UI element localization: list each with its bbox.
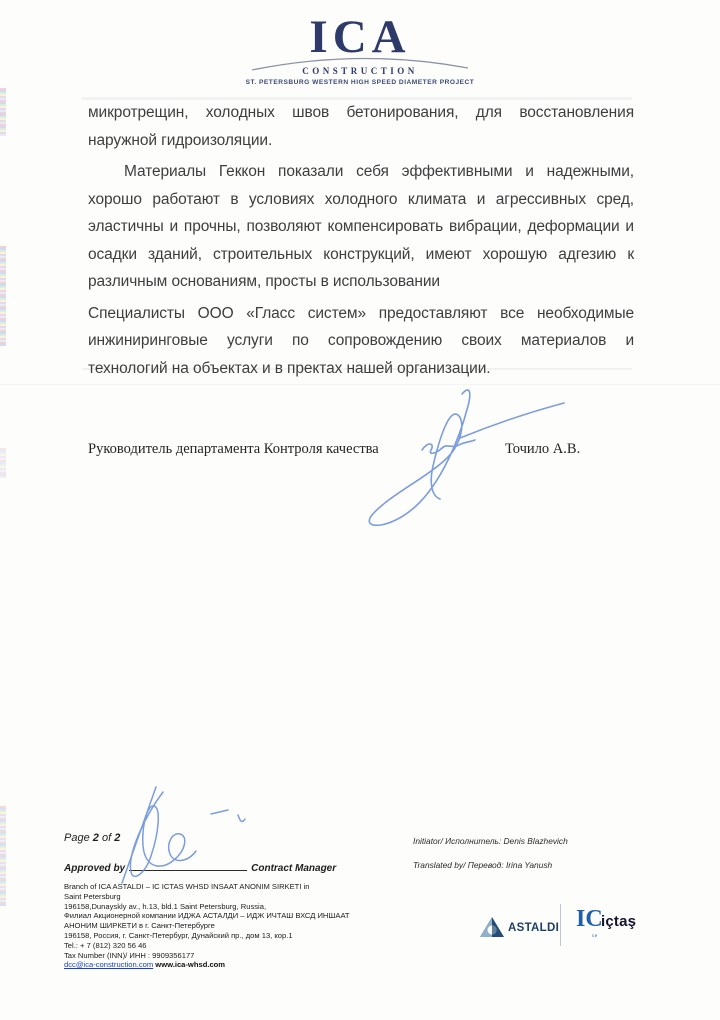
signatory-name: Точило А.В. <box>505 441 581 457</box>
scan-noise-strip <box>0 448 6 478</box>
page-total: 2 <box>114 832 121 844</box>
body-line: Материалы Геккон показали себя эффективными и надежными, <box>124 163 634 180</box>
scan-noise-strip <box>0 88 6 136</box>
translator-line: Translated by/ Перевод: Irina Yanush <box>413 860 553 870</box>
body-line: осадки зданий, строительных конструкций, имеют хорошую адгезию к <box>88 245 634 263</box>
body-line: хорошо работают в условиях холодного климата и агрессивных сред, <box>88 190 634 208</box>
letter-body <box>88 99 634 382</box>
body-line: наружной гидроизоляции. <box>88 131 273 149</box>
website-text: www.ica-whsd.com <box>155 960 226 970</box>
ictas-logo-text: içtaş <box>601 913 637 930</box>
body-line: различным основаниям, просты в использовании <box>88 273 440 290</box>
ictas-ic-logo-text: IC <box>576 906 603 932</box>
body-line: эластичны и прочны, позволяют компенсировать вибрации, деформации и <box>88 218 634 235</box>
paragraph <box>88 158 634 296</box>
address-line: Tel.: + 7 (812) 320 56 46 <box>64 940 147 950</box>
body-line: Специалисты ООО «Гласс систем» предоставляют все необходимые <box>88 304 634 322</box>
body-line: технологий на объектах и в пректах нашей организации. <box>88 359 491 377</box>
body-line: микротрещин, холодных швов бетонирования, для восстановления <box>88 104 634 121</box>
approver-role: Contract Manager <box>251 863 337 874</box>
scan-noise-strip <box>0 246 6 346</box>
address-line: Branch of ICA ASTALDI – IC ICTAS WHSD INSAAT ANONIM SIRKETI in <box>64 882 310 891</box>
logo-subtitle: CONSTRUCTION <box>302 66 418 76</box>
initiator-line: Initiator/ Исполнитель: Denis Blazhevich <box>413 836 568 846</box>
address-line: Tax Number (INN)/ ИНН : 9909356177 <box>64 950 195 960</box>
handwritten-signature <box>342 386 572 536</box>
address-line: АНОНИМ ШИРКЕТИ в г. Санкт-Петербурге <box>64 921 215 931</box>
address-line: 196158,Dunayskly av., h.13, bld.1 Saint Petersburg, Russia, <box>64 901 267 911</box>
astaldi-logo-text: ASTALDI <box>508 922 560 934</box>
paragraph <box>88 99 634 154</box>
astaldi-triangle-icon <box>479 915 505 939</box>
scan-artifact-line <box>0 384 720 385</box>
company-address-block <box>64 882 404 970</box>
contact-links-line <box>64 960 404 970</box>
email-link[interactable]: dcc@ica-construction.com <box>64 960 154 970</box>
ictas-ce-mark: ce <box>592 933 598 938</box>
body-line: инжиниринговые услуги по сопровождению своих материалов и <box>88 332 634 349</box>
signatory-title: Руководитель департамента Контроля качества <box>88 441 379 457</box>
ica-logo-text: ICA <box>309 11 411 63</box>
company-logo <box>0 12 720 86</box>
page-word: Page <box>64 832 90 844</box>
of-word: of <box>101 832 112 844</box>
scan-noise-strip <box>0 806 6 906</box>
approval-signature <box>92 786 265 888</box>
logo-tagline: ST. PETERSBURG WESTERN HIGH SPEED DIAMETER PROJECT <box>245 79 475 86</box>
page-current: 2 <box>92 832 99 844</box>
address-line: Saint Petersburg <box>64 891 121 901</box>
logo-divider <box>560 904 561 946</box>
approved-by-label: Approved by <box>64 863 126 874</box>
paragraph <box>88 300 634 383</box>
address-line: Филиал Акционерной компании ИДЖА АСТАЛДИ – ИДЖ ИЧТАШ ВХСД ИНШААТ <box>64 911 350 921</box>
address-line: 196158, Россия, г. Санкт-Петербург, Дунайский пр., дом 13, кор.1 <box>64 930 293 940</box>
